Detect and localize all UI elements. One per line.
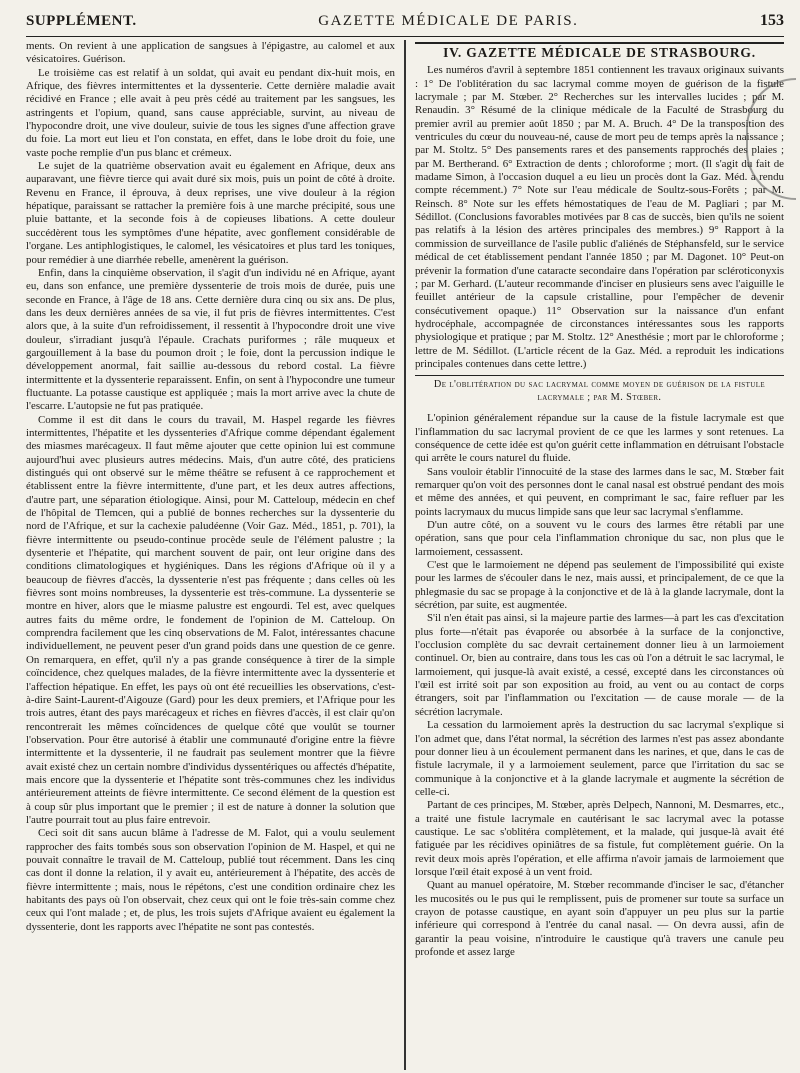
left-paragraph-6: Ceci soit dit sans aucun blâme à l'adresse de M. Falot, qui a voulu seulement rapprocher des faits tombés sous son observation l'opinion de M. Haspel, et qui ne pouvait connaître le travail de M. Catteloup, publié tout récemment. Dans les cinq cas dont il donne la relation, il y avait eu, antérieurement à l'hépatite, des accès de fièvre intermittente ; mais, nous le répétons, c'est une condition ordinaire chez les habitants des pays où l'on observait, chez ceux qui ont le foie très-sain comme chez ceux qui l'ont malade ; et, de plus, les trois sujets d'Afrique avaient eu également la dyssenterie, dont les rapports avec l'hépatite ne sont pas contestés. <box>26 827 395 933</box>
intro-paragraph: Les numéros d'avril à septembre 1851 contiennent les travaux originaux suivants : 1° De l'oblitération du sac lacrymal comme moyen de guérison de la fistule lacrymale ; par M. Stœber. 2° Recherches sur les intervalles lucides ; par M. Renaudin. 3° Résumé de la clinique médicale de la Faculté de Strasbourg du premier avril au premier août 1850 ; par M. A. Bruch. 4° De la transposition des ventricules du cœur du nouveau-né, cause de mort peu de temps après la naissance ; par M. Stoltz. 5° Des pansements rares et des pansements rapprochés des plaies ; par M. Bertherand. 6° Extraction de dents ; chloroforme ; mort. (Il s'agit du fait de madame Simon, à l'occasion duquel a eu lieu un procès dont la Gaz. Méd. a rendu compte récemment.) 7° Note sur l'eau médicale de Soultz-sous-Forêts ; par M. Reinsch. 8° Note sur les effets hémostatiques de l'eau de M. Pagliari ; par M. Sédillot. (Conclusions favorables motivées par 8 cas de succès, bien qu'ils ne soient pas relatifs à la lésion des artères principales des membres.) 9° Rapport à la commission de surveillance de l'asile public d'aliénés de Stéphansfeld, sur le service médical de cet établissement pendant l'année 1850 ; par M. Dagonet. 10° Peut-on prévenir la formation d'une cataracte secondaire dans l'opération par scléroticonyxis ; par M. Gerhard. (L'auteur recommande d'inciser en plusieurs sens avec l'aiguille le feuillet antérieur de la capsule cristalline, pour l'empêcher de devenir consécutivement opaque.) 11° Observation sur la naissance d'un enfant hydrocéphale, accompagnée de circonstances intéressantes sous les rapports physiologique et pratique ; par M. Stoltz. 12° Anesthésie ; mort par le chloroforme ; lettre de M. Sédillot. (L'article récent de la Gaz. Méd. a reproduit les indications principales contenues dans cette lettre.) <box>414 64 784 370</box>
columns <box>26 40 784 1070</box>
column-divider <box>404 40 406 1070</box>
left-paragraph-3: Le sujet de la quatrième observation avait eu également en Afrique, deux ans auparavant, une fièvre tierce qui avait duré six mois, puis un point de côté à droite. Revenu en France, il éprouva, à deux reprises, une vive douleur à la région hépatique, paraissant se rattacher la première fois à une marche précipité, sous une pluie battante, et la seconde fois à de copieuses libations. A cette douleur succédèrent tous les symptômes d'une hépatite, avec gonflement considérable de l'organe. Les antiphlogistiques, le calomel, les vésicatoires et plus tard les toniques, pour remédier à une diarrhée rebelle, amenèrent la guérison. <box>26 160 395 266</box>
journal-title: GAZETTE MÉDICALE DE PARIS. <box>318 13 579 29</box>
right-paragraph-7: Partant de ces principes, M. Stœber, après Delpech, Nannoni, M. Desmarres, etc., a traité une fistule lacrymale en cautérisant le sac lacrymal avec la potasse caustique. Le sac s'oblitéra complètement, et la malade, qui jusque-là avait été fatiguée par les récidives opiniâtres de sa fistule, fut complètement guérie. On la revit deux mois après l'opération, et elle affirma n'avoir jamais de larmoiement que lorsque l'œil était exposé à un vent froid. <box>414 799 784 878</box>
left-paragraph-5: Comme il est dit dans le cours du travail, M. Haspel regarde les fièvres intermittentes, l'hépatite et les dyssenteries d'Afrique comme dépendant également des miasmes marécageux. Il faut même ajouter que cette opinion lui est commune aujourd'hui avec plusieurs autres médecins. Mais, d'un autre côté, des praticiens distingués qui ont observé sur le même théâtre se refusent à ce rapprochement et établissent entre la fièvre intermittente, d'une part, et les deux autres affections, d'autre part, une séparation étiologique. Ainsi, pour M. Catteloup, médecin en chef de l'hôpital de Tlemcen, qui a publié de bonnes recherches sur la dyssenterie du nord de l'Afrique, et sur la cachexie paludéenne (Voir Gaz. Méd., 1851, p. 701), la fièvre intermittente ou pseudo-continue procède seule de l'élément palustre ; la dysenterie et l'hépatite, qui marchent souvent de pair, ont leur origine dans des conditions climatologiques et hygiéniques. Dans les régions d'Afrique où il y a beaucoup de fièvres d'accès, la dyssenterie n'est pas fréquente ; dans celles où les fièvres sont moins nombreuses, la dyssenterie est très-commune. La dyssenterie se montre en hiver, alors que le miasme palustre est engourdi. Tel est, avec quelques autres faits du même ordre, le fondement de l'opinion de M. Catteloup. On comprendra facilement que les cinq observations de M. Falot, intéressantes chacune individuellement, ne peuvent peser d'un grand poids dans une question de ce genre. On remarquera, en effet, qu'il n'y a pas grande conséquence à tirer de la simple coïncidence, chez quelques malades, de la fièvre intermittente avec la dyssenterie et l'affection hépatique. En effet, les pays où ont été recueillies les observations, c'est-à-dire Saint-Laurent-d'Aigouze (Gard) pour les deux premiers, et l'Afrique pour les trois autres, étant des pays marécageux et riches en fièvres d'accès, il est clair qu'on rencontrerait les mêmes coïncidences de quelque côté que voulût se tourner l'observation. Pour être autorisé à établir une communauté d'origine entre la fièvre intermittente et la dyssenterie, il ne faudrait pas seulement montrer que la fièvre avait existé chez un certain nombre d'individus dyssentériques ou affectés d'hépatite, mais encore que la dyssenterie et l'hépatite sont très-communes chez les individus antérieurement atteints de fièvre intermittente. Ce second élément de la question est à coup sûr plus important que le premier ; il est de nature à donner la solution que l'autre pourrait tout au plus faire entrevoir. <box>26 413 395 826</box>
right-paragraph-4: C'est que le larmoiement ne dépend pas seulement de l'impossibilité qui existe pour les larmes de s'écouler dans le nez, mais aussi, et principalement, de ce que la phlegmasie du sac se propage à la conjonctive et de là à la glande lacrymale, dont la sécrétion, par suite, est augmentée. <box>414 559 784 612</box>
page-number: 153 <box>759 12 784 29</box>
left-paragraph-4: Enfin, dans la cinquième observation, il s'agit d'un individu né en Afrique, ayant eu, dans son enfance, une première dyssenterie de trois mois de durée, puis une seconde en France, à l'âge de 18 ans. Cette dernière dura cinq ou six ans. De plus, dans les deux dernières années de sa vie, il fut pris de fièvres intermittentes. C'est alors que, à la suite d'un refroidissement, il ressentit à l'hypocondre droit une vive douleur, s'irradiant jusqu'à l'épaule. Crachats puriformes ; râle muqueux et gargouillement à la base du poumon droit ; le foie, dont la percussion indique le développement anormal, fait saillie au-dessous du rebord costal. La fièvre intermittente et la dyssenterie reparaissent. Enfin, on sent à l'hypocondre une tumeur fluctuante. La potasse caustique est appliquée ; mais la mort arrive avec la chute de l'escarre. L'autopsie ne fut pas pratiquée. <box>26 266 395 413</box>
right-paragraph-8: Quant au manuel opératoire, M. Stœber recommande d'inciser le sac, d'étancher les mucosités ou le pus qui le remplissent, puis de promener sur toute sa surface un crayon de potasse caustique, en ayant soin d'appuyer un peu plus sur la partie inférieure qui correspond à l'entrée du canal nasal. — On devra aussi, afin de garantir la peau voisine, n'introduire le caustique qu'à travers une canule peu profonde et assez large <box>414 879 784 958</box>
article-subheading: De l'oblitération du sac lacrymal comme moyen de guérison de la fistule lacrymale ; par M. Stœber. <box>415 375 784 404</box>
right-paragraph-5: S'il n'en était pas ainsi, si la majeure partie des larmes—à part les cas d'excitation plus forte—n'était pas évaporée ou absorbée à la surface de la conjonctive, l'occlusion complète du sac devrait certainement donner lieu à un larmoiement continuel. Or, bien au contraire, dans tous les cas où l'on a détruit le sac lacrymal, le larmoiement, qui jusque-là avait existé, a cessé, excepté dans les circonstances où l'œil est irrité soit par son exposition au froid, au vent ou au contact de corps étrangers, soit par l'inflammation ou l'excitation — de cause morale — de la sécrétion lacrymale. <box>414 612 784 718</box>
page-header <box>26 12 784 37</box>
right-paragraph-6: La cessation du larmoiement après la destruction du sac lacrymal s'explique si l'on admet que, dans l'état normal, la sécrétion des larmes n'est pas assez abondante pour donner lieu à un écoulement permanent dans les narines, et que, dans le cas de fistule lacrymale, il y a larmoiement seulement, parce que l'irritation du sac se communique à la conjonctive et à la glande lacrymale et augmente la sécrétion de celle-ci. <box>414 719 784 798</box>
left-paragraph-2: Le troisième cas est relatif à un soldat, qui avait eu pendant dix-huit mois, en Afrique, des fièvres intermittentes et la dyssenterie. Cette dernière maladie avait récidivé en France ; elle avait à peu près cédé au traitement par les sangsues, les astringents et l'opium, quand, sans cause appréciable, survint, au niveau de l'hypocondre droit, une vive douleur, suivie de tous les signes d'une affection grave du foie. La mort eut lieu et l'on constata, en effet, dans le lobe droit du foie, une vaste poche remplie d'un pus blanc et crémeux. <box>26 66 395 159</box>
left-column <box>26 40 395 1070</box>
section-title: IV. GAZETTE MÉDICALE DE STRASBOURG. <box>415 42 784 59</box>
right-paragraph-1: L'opinion généralement répandue sur la cause de la fistule lacrymale est que l'inflammation du sac lacrymal provient de ce que les larmes y sont retenues. La conséquence de cette idée est qu'on guérit cette inflammation en détruisant l'obstacle qui arrête le cours naturel du fluide. <box>414 412 784 465</box>
left-paragraph-1: ments. On revient à une application de sangsues à l'épigastre, au calomel et aux vésicatoires. Guérison. <box>26 40 395 66</box>
right-paragraph-2: Sans vouloir établir l'innocuité de la stase des larmes dans le sac, M. Stœber fait remarquer qu'on voit des personnes dont le canal nasal est obstrué pendant des mois et même des années, et qui peuvent, en comprimant le sac, faire refluer par les points lacrymaux du mucus limpide sans que leur sac lacrymal s'enflamme. <box>414 465 784 518</box>
supplement-label: SUPPLÉMENT. <box>26 13 137 29</box>
right-column <box>415 40 784 1070</box>
right-paragraph-3: D'un autre côté, on a souvent vu le cours des larmes être rétabli par une opération, sans que pour cela l'inflammation chronique du sac, non plus que le larmoiement, cessassent. <box>414 519 784 558</box>
